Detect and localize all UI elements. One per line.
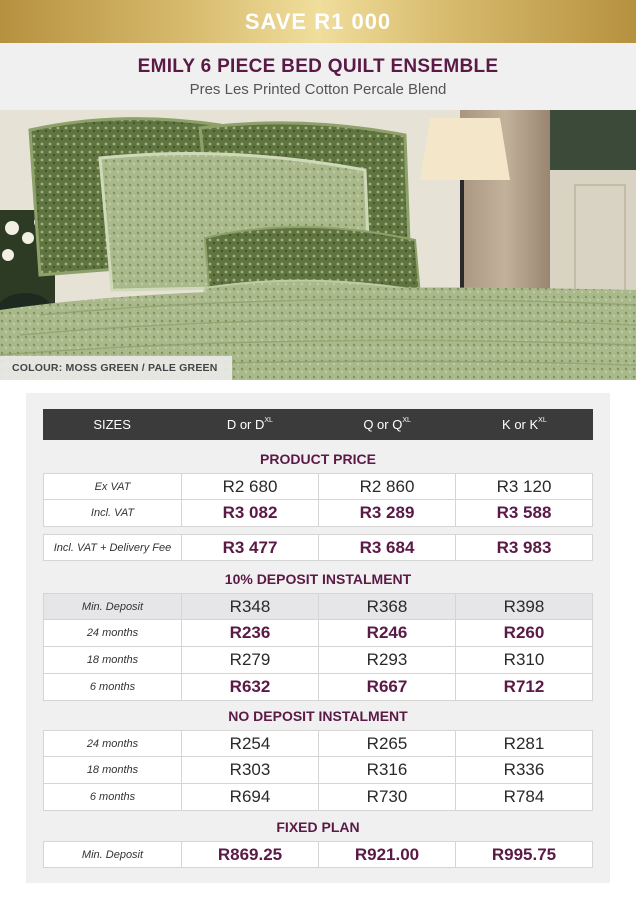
price-value: R265	[318, 730, 456, 757]
row-label: Min. Deposit	[43, 841, 182, 868]
product-subtitle: Pres Les Printed Cotton Percale Blend	[189, 81, 447, 98]
price-value: R632	[181, 673, 319, 701]
row-label: 18 months	[43, 756, 182, 784]
product-header	[0, 43, 636, 110]
table-row	[43, 647, 593, 674]
price-value: R3 588	[455, 499, 593, 527]
row-label: 24 months	[43, 619, 182, 647]
price-value: R293	[318, 646, 456, 674]
size-double-sup: XL	[264, 417, 273, 424]
price-value: R3 289	[318, 499, 456, 527]
row-label: Min. Deposit	[43, 593, 182, 620]
price-value: R236	[181, 619, 319, 647]
product-photo	[0, 110, 636, 380]
price-value: R254	[181, 730, 319, 757]
row-label: 18 months	[43, 646, 182, 674]
price-value: R260	[455, 619, 593, 647]
row-label: Incl. VAT	[43, 499, 182, 527]
price-value: R2 860	[318, 473, 456, 500]
table-row	[43, 473, 593, 500]
price-value: R3 684	[318, 534, 456, 561]
size-king-sup: XL	[538, 417, 547, 424]
delivery-price-table	[43, 534, 593, 561]
product-price-heading: PRODUCT PRICE	[260, 451, 376, 467]
price-card	[26, 393, 610, 883]
colour-label: COLOUR: MOSS GREEN / PALE GREEN	[0, 356, 232, 380]
product-title: EMILY 6 PIECE BED QUILT ENSEMBLE	[137, 56, 499, 77]
price-value: R3 983	[455, 534, 593, 561]
sizes-header-row	[43, 409, 593, 440]
price-value: R246	[318, 619, 456, 647]
row-label: Incl. VAT + Delivery Fee	[43, 534, 182, 561]
row-label: 6 months	[43, 673, 182, 701]
price-value: R310	[455, 646, 593, 674]
price-value: R869.25	[181, 841, 319, 868]
size-col-king	[456, 409, 593, 440]
price-value: R398	[455, 593, 593, 620]
table-row	[43, 674, 593, 701]
price-value: R3 477	[181, 534, 319, 561]
bed-illustration	[0, 110, 636, 380]
price-value: R3 082	[181, 499, 319, 527]
size-double-text: D or D	[226, 417, 265, 432]
table-row	[43, 757, 593, 784]
price-value: R279	[181, 646, 319, 674]
price-value: R784	[455, 783, 593, 811]
price-value: R694	[181, 783, 319, 811]
size-col-double	[181, 409, 318, 440]
price-value: R921.00	[318, 841, 456, 868]
promo-banner	[0, 0, 636, 43]
price-value: R712	[455, 673, 593, 701]
price-value: R348	[181, 593, 319, 620]
price-value: R3 120	[455, 473, 593, 500]
table-row	[43, 620, 593, 647]
price-value: R368	[318, 593, 456, 620]
no-deposit-heading: NO DEPOSIT INSTALMENT	[228, 708, 408, 724]
product-price-table	[43, 473, 593, 527]
table-row	[43, 534, 593, 561]
price-value: R995.75	[455, 841, 593, 868]
table-row	[43, 784, 593, 811]
price-value: R730	[318, 783, 456, 811]
deposit-table	[43, 593, 593, 701]
no-deposit-table	[43, 730, 593, 811]
size-queen-text: Q or Q	[363, 417, 403, 432]
price-value: R667	[318, 673, 456, 701]
price-value: R281	[455, 730, 593, 757]
table-row	[43, 730, 593, 757]
fixed-plan-heading: FIXED PLAN	[276, 819, 360, 835]
table-row	[43, 841, 593, 868]
price-value: R336	[455, 756, 593, 784]
size-col-queen	[319, 409, 456, 440]
deposit-heading: 10% DEPOSIT INSTALMENT	[224, 571, 412, 587]
price-value: R316	[318, 756, 456, 784]
banner-text: SAVE R1 000	[244, 8, 392, 34]
row-label: Ex VAT	[43, 473, 182, 500]
fixed-plan-table	[43, 841, 593, 868]
price-value: R2 680	[181, 473, 319, 500]
size-king-text: K or K	[502, 417, 539, 432]
size-queen-sup: XL	[402, 417, 411, 424]
price-value: R303	[181, 756, 319, 784]
table-row	[43, 593, 593, 620]
row-label: 24 months	[43, 730, 182, 757]
row-label: 6 months	[43, 783, 182, 811]
table-row	[43, 500, 593, 527]
sizes-header-label: SIZES	[93, 417, 131, 432]
